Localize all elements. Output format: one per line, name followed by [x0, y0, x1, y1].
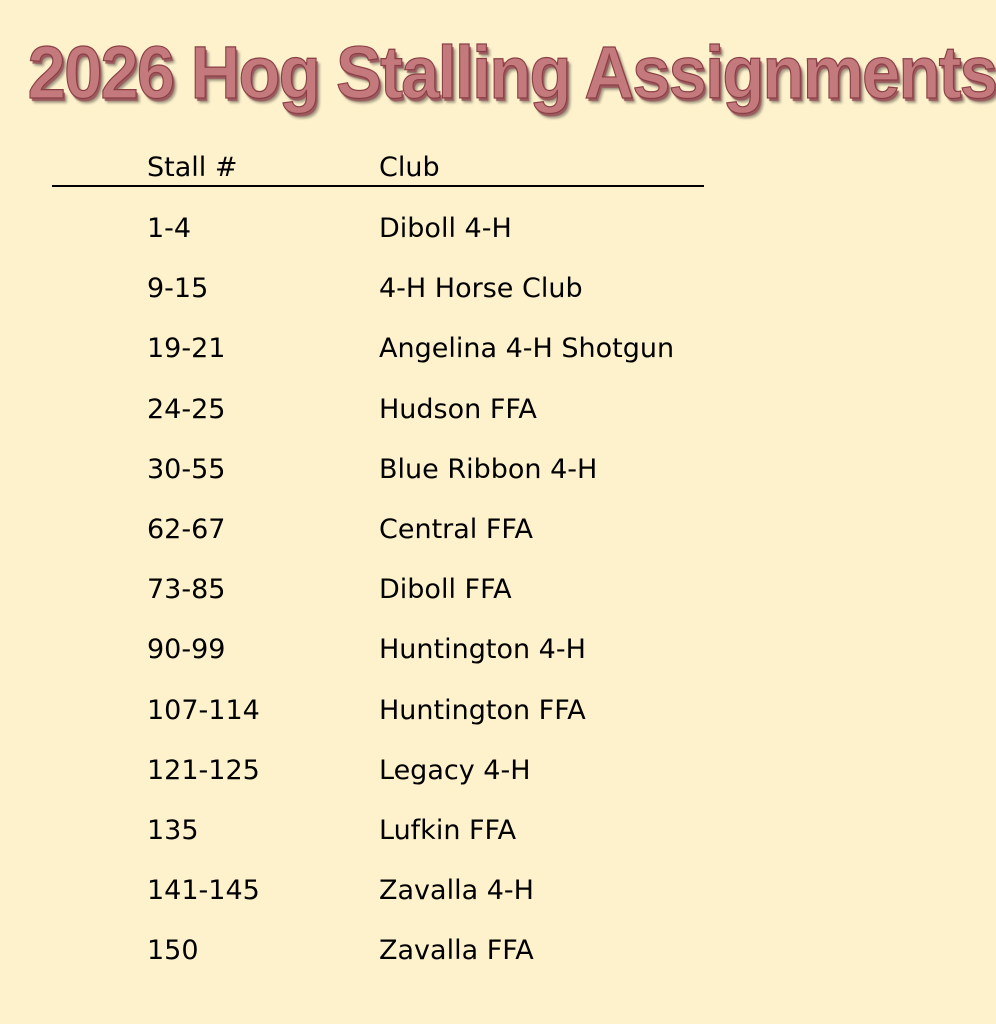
table-row [0, 213, 791, 273]
stall-number: 121-125 [147, 754, 260, 786]
club-name: Diboll 4-H [379, 213, 512, 244]
club-name: Hudson FFA [379, 393, 537, 425]
club-name: 4-H Horse Club [379, 273, 583, 305]
club-name: Central FFA [379, 513, 533, 545]
club-name: Diboll FFA [379, 574, 512, 606]
table-row [0, 454, 791, 514]
stall-number: 30-55 [147, 453, 226, 485]
stall-number: 107-114 [147, 694, 260, 726]
stall-number: 62-67 [147, 513, 226, 545]
stall-number: 73-85 [147, 574, 226, 606]
stall-number: 90-99 [147, 634, 226, 666]
table-row [0, 634, 791, 694]
assignment-table [0, 213, 791, 995]
stall-number: 150 [147, 935, 199, 967]
stall-number: 9-15 [147, 273, 209, 305]
table-row [0, 574, 791, 634]
stall-number: 19-21 [147, 333, 226, 365]
club-name: Legacy 4-H [379, 754, 531, 786]
club-name: Angelina 4-H Shotgun [379, 333, 675, 365]
club-name: Huntington FFA [379, 694, 586, 726]
header-divider [52, 185, 704, 187]
table-row [0, 815, 791, 875]
table-row [0, 333, 791, 393]
club-name: Zavalla 4-H [379, 875, 534, 907]
header-club: Club [379, 152, 440, 183]
table-row [0, 514, 791, 574]
stall-number: 135 [147, 814, 199, 846]
club-name: Zavalla FFA [379, 935, 534, 967]
stall-number: 24-25 [147, 393, 226, 425]
club-name: Blue Ribbon 4-H [379, 453, 598, 485]
table-row [0, 755, 791, 815]
stall-number: 1-4 [147, 213, 192, 244]
table-header [0, 152, 791, 186]
table-row [0, 935, 791, 995]
table-row [0, 273, 791, 333]
header-stall: Stall # [147, 152, 238, 183]
page-title: 2026 Hog Stalling Assignments [27, 31, 996, 114]
table-row [0, 394, 791, 454]
club-name: Huntington 4-H [379, 634, 586, 666]
club-name: Lufkin FFA [379, 814, 517, 846]
table-row [0, 875, 791, 935]
stall-number: 141-145 [147, 875, 260, 907]
table-row [0, 695, 791, 755]
